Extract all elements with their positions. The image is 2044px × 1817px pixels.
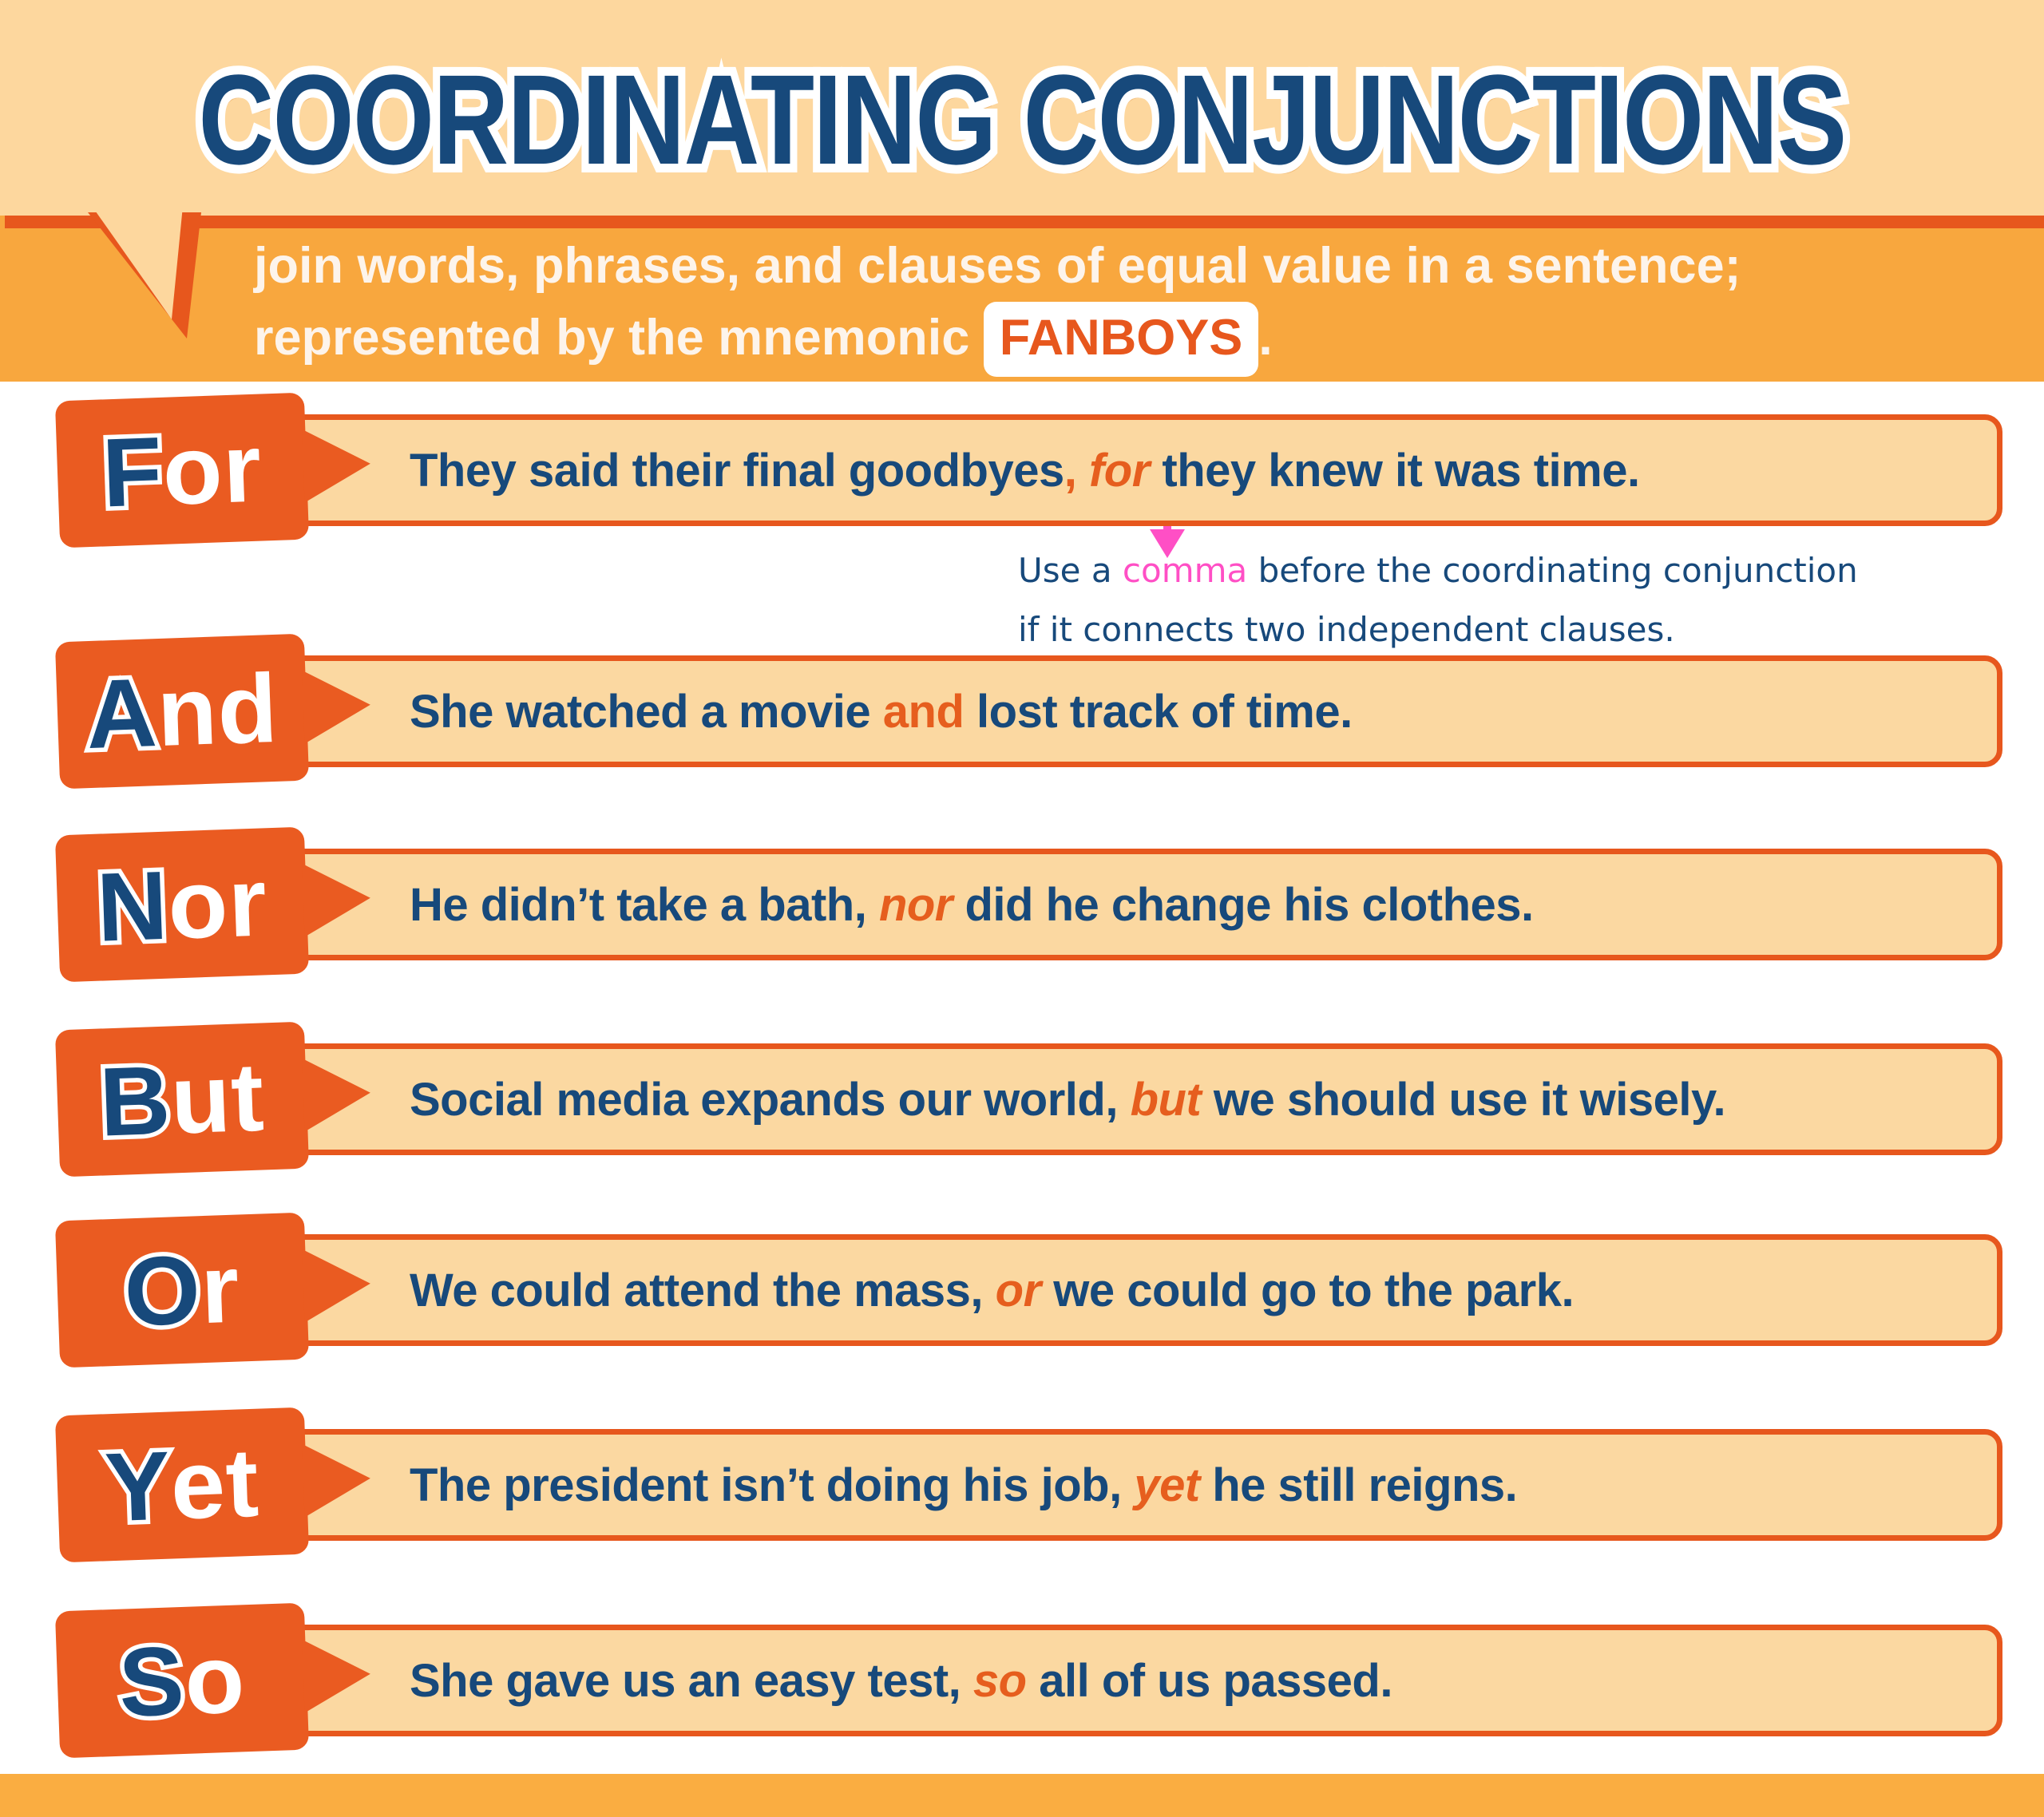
subtitle-line1: join words, phrases, and clauses of equal value in a sentence;: [254, 238, 1741, 294]
conjunction-row: [0, 653, 2044, 770]
conjunction-tab: [55, 827, 309, 983]
conjunction-label: [122, 1233, 242, 1347]
conjunction-tab: [55, 1603, 309, 1759]
conjunction-label-first-letter: Y Y: [103, 1437, 172, 1537]
example-sentence: They said their final goodbyes , for they knew it was time.: [410, 444, 1640, 497]
conjunction-label: [95, 847, 269, 962]
conjunction-tab: [55, 1022, 309, 1178]
conjunction-label-first-letter: N N: [95, 857, 169, 956]
speech-bubble-tail: [80, 204, 216, 348]
conjunction-tab: [55, 634, 309, 790]
comma-highlight: comma: [1122, 551, 1248, 590]
conjunction-label: [103, 1427, 261, 1542]
tab-arrow-icon: [302, 1056, 371, 1132]
example-sentence: We could attend the mass, or we could go to the park.: [410, 1264, 1575, 1316]
tab-arrow-icon: [302, 1247, 371, 1323]
conjunction-label-first-letter: F F: [101, 422, 164, 522]
comma-rule-note-line2: if it connects two independent clauses.: [1018, 610, 1675, 649]
comma-rule-note: [1018, 541, 1976, 659]
tab-arrow-icon: [302, 1442, 371, 1518]
conjunction-label-first-letter: S S: [117, 1632, 187, 1732]
conjunction-label-first-letter: A A: [85, 663, 159, 763]
conjunction-row: [0, 849, 2044, 960]
subtitle-band-top-edge: [5, 216, 2044, 228]
conjunction-tab: [55, 1213, 309, 1368]
conjunction-tab: [55, 393, 309, 548]
conjunction-label-rest: or: [166, 847, 269, 960]
example-sentence: He didn’t take a bath, nor did he change his clothes.: [410, 878, 1534, 931]
tab-arrow-icon: [302, 861, 371, 937]
conjunction-label-rest: ut: [168, 1042, 267, 1154]
footer-band: [0, 1774, 2044, 1817]
conjunction-row: [0, 1625, 2044, 1736]
conjunction-label-rest: r: [199, 1233, 242, 1344]
tab-arrow-icon: [302, 427, 371, 503]
example-sentence: She watched a movie and lost track of time.: [410, 685, 1353, 738]
conjunction-tab: [55, 1407, 309, 1563]
tab-arrow-icon: [302, 668, 371, 744]
conjunction-label: [117, 1624, 248, 1737]
comma-rule-note-line1: Use a comma before the coordinating conjunction: [1018, 551, 1858, 590]
conjunction-row: [0, 414, 2044, 526]
conjunction-row: [0, 1043, 2044, 1155]
conjunction-label-rest: nd: [155, 653, 280, 767]
conjunction-label: [84, 653, 280, 770]
conjunction-label-rest: o: [183, 1624, 248, 1735]
conjunction-label: [100, 413, 264, 528]
example-sentence: The president isn’t doing his job, yet he still reigns.: [410, 1459, 1518, 1511]
conjunction-label-rest: et: [168, 1427, 261, 1540]
example-sentence: Social media expands our world, but we should use it wisely.: [410, 1073, 1726, 1126]
subtitle-line2: represented by the mnemonic FANBOYS .: [254, 302, 2010, 377]
tab-arrow-icon: [302, 1637, 371, 1713]
conjunction-row: [0, 1234, 2044, 1346]
conjunction-row: [0, 1429, 2044, 1541]
page-title-text: COORDINATING CONJUNCTIONS COORDINATING CONJUNCTIONS: [198, 56, 1845, 184]
subtitle: [254, 230, 2010, 377]
page-title: [184, 48, 1860, 191]
example-sentence: She gave us an easy test, so all of us passed.: [410, 1654, 1392, 1707]
conjunction-label-first-letter: B B: [98, 1051, 172, 1151]
fanboys-badge: FANBOYS: [984, 302, 1259, 377]
conjunction-label-first-letter: O O: [123, 1241, 203, 1340]
conjunction-label-rest: or: [160, 413, 264, 525]
conjunction-label: [97, 1042, 267, 1157]
